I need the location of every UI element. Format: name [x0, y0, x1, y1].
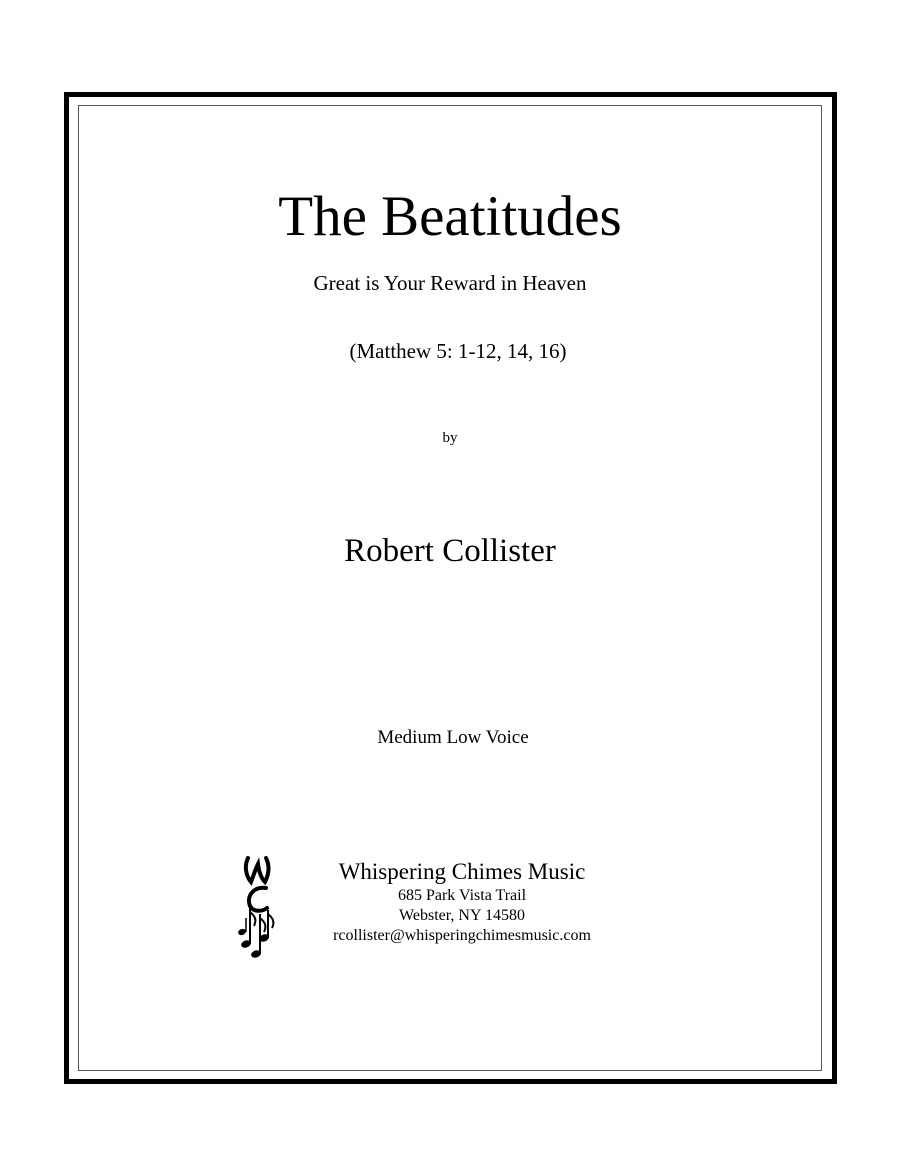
composer-name: Robert Collister [344, 533, 556, 569]
publisher-city: Webster, NY 14580 [399, 907, 525, 924]
by-label: by [442, 430, 458, 446]
publisher-email[interactable]: rcollister@whisperingchimesmusic.com [333, 927, 591, 944]
scripture-reference: (Matthew 5: 1-12, 14, 16) [349, 339, 567, 363]
publisher-street: 685 Park Vista Trail [397, 887, 527, 904]
score-title: The Beatitudes [278, 185, 622, 248]
publisher-name: Whispering Chimes Music [338, 859, 586, 884]
music-notes-logo-icon [234, 852, 282, 968]
score-subtitle: Great is Your Reward in Heaven [313, 271, 587, 295]
voicing-label: Medium Low Voice [377, 727, 529, 748]
